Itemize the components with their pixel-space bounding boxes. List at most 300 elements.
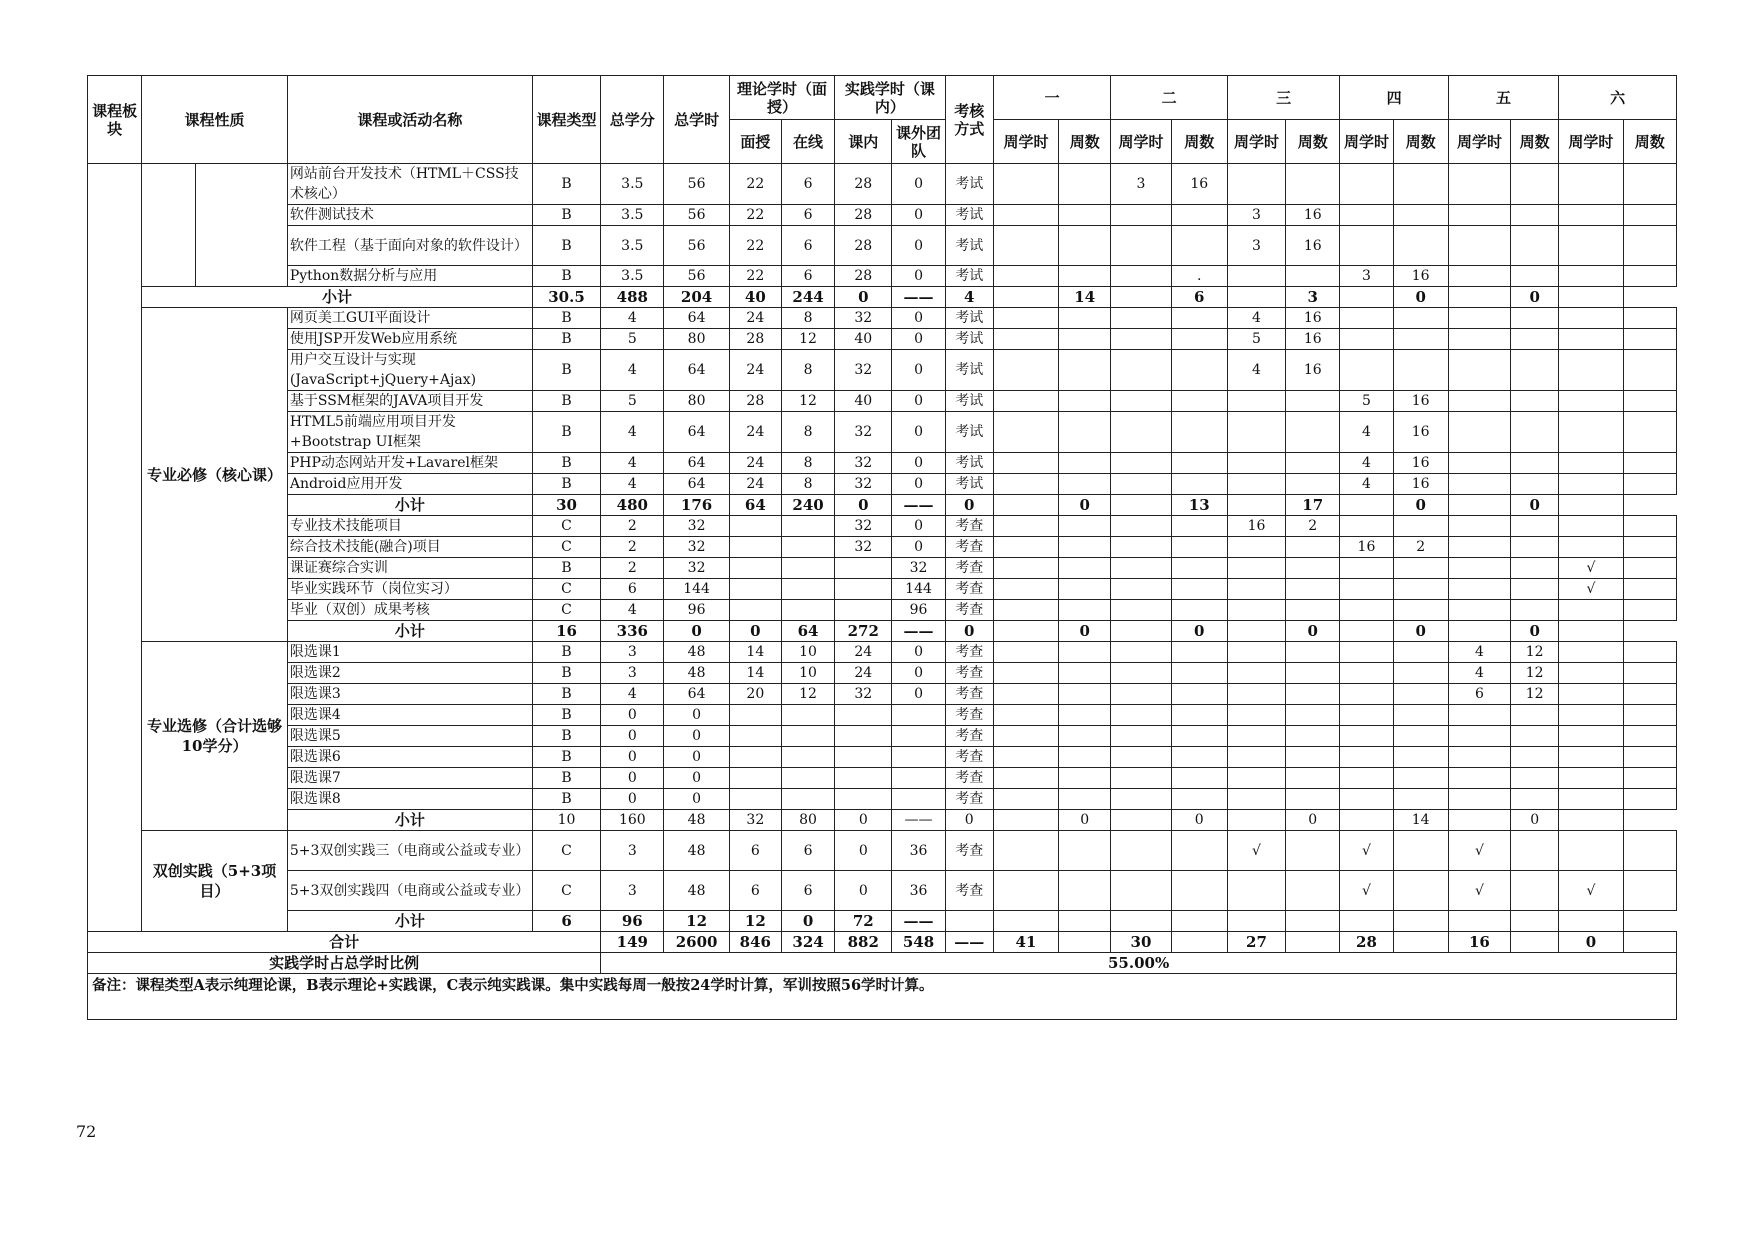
- course-type: B: [532, 558, 600, 579]
- subtotal-hours: 96: [601, 911, 664, 932]
- total-team: 548: [892, 932, 945, 953]
- course-name: 限选课6: [287, 747, 532, 768]
- week-hours-cell: [1227, 768, 1285, 789]
- table-row: [88, 871, 1677, 911]
- week-hours-cell: [1111, 412, 1171, 453]
- week-hours-cell: 3: [1227, 205, 1285, 226]
- course-team: 0: [892, 453, 945, 474]
- subtotal-week-hours: 6: [1171, 287, 1227, 308]
- weeks-cell: 16: [1393, 453, 1448, 474]
- course-online: [781, 726, 834, 747]
- table-row: [88, 226, 1677, 266]
- course-team: 0: [892, 329, 945, 350]
- course-assess: 考查: [945, 831, 993, 871]
- week-hours-cell: [1111, 663, 1171, 684]
- week-hours-cell: [1448, 600, 1510, 621]
- weeks-cell: [1511, 412, 1559, 453]
- subtotal-credits: 10: [532, 810, 600, 831]
- total-online: 324: [781, 932, 834, 953]
- course-inclass: [835, 768, 892, 789]
- course-face: [729, 516, 781, 537]
- course-online: 8: [781, 412, 834, 453]
- weeks-cell: [1511, 164, 1559, 205]
- course-name: 限选课7: [287, 768, 532, 789]
- subtotal-weeks: [1448, 495, 1510, 516]
- week-hours-cell: [993, 164, 1058, 205]
- course-type: B: [532, 329, 600, 350]
- weeks-cell: [1393, 871, 1448, 911]
- course-credits: 0: [601, 726, 664, 747]
- weeks-cell: [1286, 453, 1340, 474]
- weeks-cell: [1393, 726, 1448, 747]
- course-credits: 4: [601, 600, 664, 621]
- weeks-cell: [1623, 412, 1676, 453]
- course-team: 36: [892, 871, 945, 911]
- course-face: 22: [729, 226, 781, 266]
- week-hours-cell: 4: [1227, 308, 1285, 329]
- subtotal-row: [88, 911, 1677, 932]
- week-hours-cell: [1227, 579, 1285, 600]
- table-row: [88, 308, 1677, 329]
- week-hours-cell: √: [1448, 871, 1510, 911]
- subtotal-row: [88, 621, 1677, 642]
- ratio-value: 55.00%: [601, 953, 1677, 974]
- course-name: 限选课5: [287, 726, 532, 747]
- subtotal-week-hours: 0: [1393, 495, 1448, 516]
- subtotal-week-hours: 0: [1171, 810, 1227, 831]
- weeks-cell: [1393, 705, 1448, 726]
- weeks-cell: [1059, 600, 1111, 621]
- weeks-cell: [1171, 579, 1227, 600]
- week-hours-cell: 6: [1448, 684, 1510, 705]
- header-semester-5: 五: [1448, 76, 1558, 120]
- week-hours-cell: [1227, 726, 1285, 747]
- course-assess: 考查: [945, 516, 993, 537]
- weeks-cell: 16: [1393, 391, 1448, 412]
- course-online: 8: [781, 474, 834, 495]
- course-face: 22: [729, 164, 781, 205]
- week-hours-cell: [993, 831, 1058, 871]
- weeks-cell: [1286, 474, 1340, 495]
- course-type: C: [532, 516, 600, 537]
- course-inclass: [835, 726, 892, 747]
- week-hours-cell: 16: [1227, 516, 1285, 537]
- weeks-cell: [1286, 579, 1340, 600]
- week-hours-cell: [1111, 308, 1171, 329]
- weeks-cell: [1171, 412, 1227, 453]
- weeks-cell: [1511, 789, 1559, 810]
- course-assess: 考查: [945, 871, 993, 911]
- header-inclass: 课内: [835, 120, 892, 164]
- week-hours-cell: [1448, 579, 1510, 600]
- week-hours-cell: [1559, 831, 1623, 871]
- week-hours-cell: [1227, 747, 1285, 768]
- course-type: B: [532, 226, 600, 266]
- week-hours-cell: [1227, 642, 1285, 663]
- subtotal-week-hours: [945, 911, 993, 932]
- week-hours-cell: [1111, 537, 1171, 558]
- week-hours-cell: [1340, 747, 1393, 768]
- course-credits: 4: [601, 412, 664, 453]
- week-hours-cell: [1559, 226, 1623, 266]
- header-name: 课程或活动名称: [287, 76, 532, 164]
- weeks-cell: [1393, 226, 1448, 266]
- subtotal-face: 12: [664, 911, 729, 932]
- course-assess: 考查: [945, 558, 993, 579]
- subtotal-row: [88, 495, 1677, 516]
- course-credits: 3: [601, 663, 664, 684]
- nature-cell: 专业选修（合计选够10学分）: [142, 642, 288, 831]
- weeks-cell: [1171, 350, 1227, 391]
- weeks-cell: [1393, 789, 1448, 810]
- course-hours: 0: [664, 768, 729, 789]
- course-type: B: [532, 308, 600, 329]
- weeks-cell: [1511, 205, 1559, 226]
- table-row: [88, 642, 1677, 663]
- course-type: B: [532, 726, 600, 747]
- course-online: 6: [781, 205, 834, 226]
- course-hours: 0: [664, 789, 729, 810]
- subtotal-week-hours: 13: [1171, 495, 1227, 516]
- course-hours: 64: [664, 684, 729, 705]
- subtotal-weeks: [1448, 287, 1510, 308]
- week-hours-cell: √: [1340, 831, 1393, 871]
- weeks-cell: [1286, 537, 1340, 558]
- weeks-cell: [1511, 329, 1559, 350]
- weeks-cell: 16: [1393, 474, 1448, 495]
- weeks-cell: [1623, 516, 1676, 537]
- week-hours-cell: [993, 516, 1058, 537]
- subtotal-week-hours: 14: [1393, 810, 1448, 831]
- course-name: 专业技术技能项目: [287, 516, 532, 537]
- header-hours: 总学时: [664, 76, 729, 164]
- subtotal-hours: 160: [601, 810, 664, 831]
- course-hours: 64: [664, 412, 729, 453]
- week-hours-cell: [1340, 663, 1393, 684]
- week-hours-cell: [1111, 726, 1171, 747]
- total-face: 846: [729, 932, 781, 953]
- course-online: [781, 558, 834, 579]
- week-hours-cell: [1448, 308, 1510, 329]
- course-credits: 5: [601, 329, 664, 350]
- week-hours-cell: [1340, 308, 1393, 329]
- header-block: 课程板块: [88, 76, 142, 164]
- course-team: [892, 705, 945, 726]
- weeks-cell: [1286, 412, 1340, 453]
- weeks-cell: [1623, 684, 1676, 705]
- course-hours: 48: [664, 663, 729, 684]
- subtotal-week-hours: [1393, 911, 1448, 932]
- weeks-cell: [1059, 474, 1111, 495]
- subtotal-weeks: [993, 287, 1058, 308]
- table-row: [88, 663, 1677, 684]
- subtotal-week-hours: 0: [1511, 495, 1559, 516]
- week-hours-cell: √: [1559, 579, 1623, 600]
- course-hours: 32: [664, 558, 729, 579]
- week-hours-cell: [993, 391, 1058, 412]
- subtotal-weeks: [993, 911, 1058, 932]
- course-name: 软件工程（基于面向对象的软件设计）: [287, 226, 532, 266]
- course-inclass: 32: [835, 350, 892, 391]
- table-row: [88, 684, 1677, 705]
- subtotal-week-hours: 0: [1286, 621, 1340, 642]
- course-name: 毕业（双创）成果考核: [287, 600, 532, 621]
- weeks-cell: 2: [1286, 516, 1340, 537]
- course-assess: 考试: [945, 308, 993, 329]
- subtotal-week-hours: 0: [1059, 621, 1111, 642]
- week-hours-cell: [993, 726, 1058, 747]
- subtotal-week-hours: 0: [1171, 621, 1227, 642]
- total-weeks: [1171, 932, 1227, 953]
- subtotal-inclass: 0: [781, 911, 834, 932]
- week-hours-cell: [1227, 537, 1285, 558]
- course-team: 0: [892, 226, 945, 266]
- header-weeks: 周数: [1393, 120, 1448, 164]
- table-row: [88, 726, 1677, 747]
- weeks-cell: [1511, 474, 1559, 495]
- weeks-cell: [1059, 768, 1111, 789]
- course-name: 用户交互设计与实现(JavaScript+jQuery+Ajax): [287, 350, 532, 391]
- weeks-cell: [1286, 558, 1340, 579]
- course-hours: 56: [664, 164, 729, 205]
- course-credits: 0: [601, 789, 664, 810]
- header-semester-3: 三: [1227, 76, 1339, 120]
- week-hours-cell: [993, 412, 1058, 453]
- subtotal-online: 32: [729, 810, 781, 831]
- table-row: [88, 516, 1677, 537]
- subtotal-weeks: [1559, 287, 1623, 308]
- course-name: 5+3双创实践四（电商或公益或专业）: [287, 871, 532, 911]
- course-team: 0: [892, 412, 945, 453]
- week-hours-cell: [1340, 205, 1393, 226]
- course-inclass: [835, 747, 892, 768]
- subtotal-week-hours: [1511, 911, 1559, 932]
- course-name: 网站前台开发技术（HTML＋CSS技术核心）: [287, 164, 532, 205]
- week-hours-cell: [993, 600, 1058, 621]
- header-week-hours: 周学时: [1448, 120, 1510, 164]
- subtotal-credits: 16: [532, 621, 600, 642]
- course-inclass: [835, 600, 892, 621]
- course-type: B: [532, 164, 600, 205]
- subtotal-weeks: [1111, 810, 1171, 831]
- table-row: [88, 350, 1677, 391]
- weeks-cell: [1393, 558, 1448, 579]
- course-name: 基于SSM框架的JAVA项目开发: [287, 391, 532, 412]
- week-hours-cell: 5: [1227, 329, 1285, 350]
- weeks-cell: [1171, 600, 1227, 621]
- total-weeks: [1059, 932, 1111, 953]
- course-team: 0: [892, 308, 945, 329]
- weeks-cell: [1171, 789, 1227, 810]
- week-hours-cell: [1340, 726, 1393, 747]
- week-hours-cell: [1111, 391, 1171, 412]
- header-semester-2: 二: [1111, 76, 1228, 120]
- weeks-cell: [1171, 453, 1227, 474]
- week-hours-cell: √: [1559, 871, 1623, 911]
- course-assess: 考查: [945, 768, 993, 789]
- course-face: [729, 600, 781, 621]
- course-assess: 考查: [945, 789, 993, 810]
- weeks-cell: [1393, 747, 1448, 768]
- weeks-cell: [1059, 266, 1111, 287]
- header-week-hours: 周学时: [1340, 120, 1393, 164]
- week-hours-cell: √: [1559, 558, 1623, 579]
- weeks-cell: [1171, 747, 1227, 768]
- ratio-row: [88, 953, 1677, 974]
- course-team: 32: [892, 558, 945, 579]
- weeks-cell: [1286, 642, 1340, 663]
- course-credits: 6: [601, 579, 664, 600]
- subtotal-label: 小计: [287, 911, 532, 932]
- course-online: [781, 768, 834, 789]
- week-hours-cell: [1111, 226, 1171, 266]
- course-face: 14: [729, 642, 781, 663]
- course-inclass: 28: [835, 164, 892, 205]
- table-row: [88, 391, 1677, 412]
- week-hours-cell: [1559, 474, 1623, 495]
- week-hours-cell: [1227, 164, 1285, 205]
- course-face: 22: [729, 205, 781, 226]
- subtotal-week-hours: 0: [945, 495, 993, 516]
- course-credits: 2: [601, 558, 664, 579]
- week-hours-cell: [1559, 329, 1623, 350]
- weeks-cell: [1623, 642, 1676, 663]
- weeks-cell: [1623, 205, 1676, 226]
- course-online: [781, 705, 834, 726]
- week-hours-cell: [1227, 705, 1285, 726]
- week-hours-cell: [1340, 558, 1393, 579]
- week-hours-cell: [1340, 600, 1393, 621]
- header-weeks: 周数: [1511, 120, 1559, 164]
- course-hours: 64: [664, 350, 729, 391]
- subtotal-week-hours: 0: [1286, 810, 1340, 831]
- weeks-cell: [1059, 684, 1111, 705]
- weeks-cell: [1286, 663, 1340, 684]
- weeks-cell: [1623, 391, 1676, 412]
- subtotal-weeks: [1227, 287, 1285, 308]
- week-hours-cell: [993, 747, 1058, 768]
- course-face: 24: [729, 412, 781, 453]
- course-name: 网页美工GUI平面设计: [287, 308, 532, 329]
- note-text: 备注：课程类型A表示纯理论课，B表示理论+实践课，C表示纯实践课。集中实践每周一般按24学时计算，军训按照56学时计算。: [88, 974, 1677, 1020]
- header-team: 课外团队: [892, 120, 945, 164]
- header-weeks: 周数: [1059, 120, 1111, 164]
- header-credits: 总学分: [601, 76, 664, 164]
- subtotal-team: 272: [835, 621, 892, 642]
- week-hours-cell: √: [1448, 831, 1510, 871]
- course-online: [781, 579, 834, 600]
- course-credits: 3: [601, 642, 664, 663]
- curriculum-table: [87, 75, 1677, 1020]
- week-hours-cell: [993, 684, 1058, 705]
- subtotal-assess: ——: [892, 495, 945, 516]
- week-hours-cell: [1111, 747, 1171, 768]
- subtotal-credits: 30.5: [532, 287, 600, 308]
- week-hours-cell: [1559, 164, 1623, 205]
- course-credits: 0: [601, 768, 664, 789]
- weeks-cell: [1623, 266, 1676, 287]
- week-hours-cell: [1559, 391, 1623, 412]
- course-assess: 考试: [945, 205, 993, 226]
- course-inclass: [835, 789, 892, 810]
- course-name: Python数据分析与应用: [287, 266, 532, 287]
- total-week-hours: 27: [1227, 932, 1285, 953]
- course-type: C: [532, 579, 600, 600]
- subtotal-face: 48: [664, 810, 729, 831]
- course-inclass: 24: [835, 642, 892, 663]
- weeks-cell: [1171, 642, 1227, 663]
- weeks-cell: [1623, 350, 1676, 391]
- weeks-cell: [1511, 558, 1559, 579]
- course-inclass: [835, 705, 892, 726]
- week-hours-cell: [1559, 537, 1623, 558]
- week-hours-cell: [1559, 663, 1623, 684]
- table-row: [88, 164, 1677, 205]
- week-hours-cell: [993, 705, 1058, 726]
- weeks-cell: 12: [1511, 684, 1559, 705]
- course-assess: 考试: [945, 412, 993, 453]
- weeks-cell: [1286, 871, 1340, 911]
- course-team: 0: [892, 164, 945, 205]
- week-hours-cell: [1340, 579, 1393, 600]
- weeks-cell: [1511, 705, 1559, 726]
- table-row: [88, 329, 1677, 350]
- week-hours-cell: [1111, 642, 1171, 663]
- week-hours-cell: [1448, 350, 1510, 391]
- total-week-hours: 28: [1340, 932, 1393, 953]
- weeks-cell: [1059, 747, 1111, 768]
- subtotal-credits: 30: [532, 495, 600, 516]
- weeks-cell: [1171, 391, 1227, 412]
- week-hours-cell: [1340, 350, 1393, 391]
- week-hours-cell: [1448, 266, 1510, 287]
- course-face: 24: [729, 453, 781, 474]
- course-assess: 考试: [945, 474, 993, 495]
- course-inclass: 32: [835, 453, 892, 474]
- course-type: C: [532, 871, 600, 911]
- week-hours-cell: [1111, 266, 1171, 287]
- course-name: 毕业实践环节（岗位实习）: [287, 579, 532, 600]
- week-hours-cell: [1340, 642, 1393, 663]
- course-hours: 80: [664, 391, 729, 412]
- course-team: 0: [892, 266, 945, 287]
- course-assess: 考试: [945, 266, 993, 287]
- course-team: [892, 726, 945, 747]
- weeks-cell: [1286, 747, 1340, 768]
- course-inclass: [835, 558, 892, 579]
- course-credits: 3: [601, 831, 664, 871]
- course-assess: 考查: [945, 726, 993, 747]
- course-online: 6: [781, 266, 834, 287]
- course-face: 22: [729, 266, 781, 287]
- course-team: 96: [892, 600, 945, 621]
- course-type: B: [532, 789, 600, 810]
- week-hours-cell: [1111, 516, 1171, 537]
- weeks-cell: [1286, 831, 1340, 871]
- week-hours-cell: 16: [1340, 537, 1393, 558]
- subtotal-hours: 336: [601, 621, 664, 642]
- weeks-cell: 16: [1286, 308, 1340, 329]
- ratio-label: 实践学时占总学时比例: [88, 953, 601, 974]
- header-week-hours: 周学时: [993, 120, 1058, 164]
- weeks-cell: [1511, 600, 1559, 621]
- weeks-cell: [1623, 558, 1676, 579]
- weeks-cell: [1059, 642, 1111, 663]
- week-hours-cell: [1559, 726, 1623, 747]
- course-hours: 56: [664, 266, 729, 287]
- subtotal-assess: ——: [892, 621, 945, 642]
- weeks-cell: 16: [1393, 266, 1448, 287]
